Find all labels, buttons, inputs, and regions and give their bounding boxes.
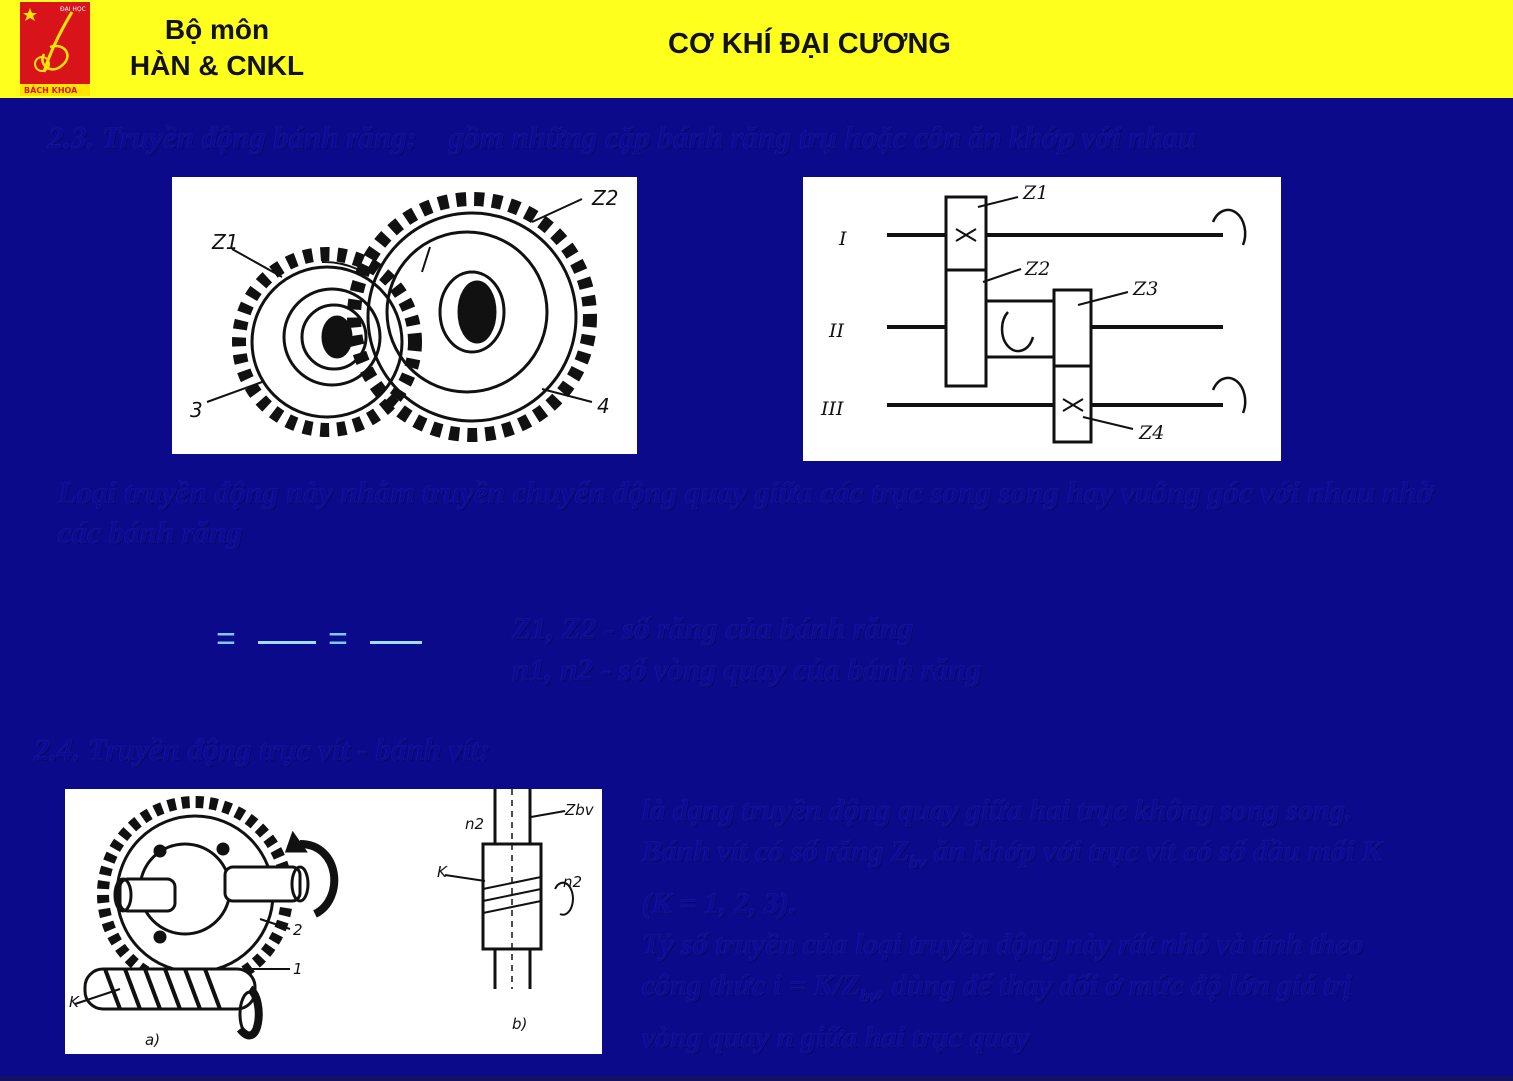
spur-gear-figure [172,177,637,454]
header-bar [0,0,1513,98]
worm-label-n2-top: n2 [465,815,485,833]
gear-label-4: 4 [597,394,610,418]
worm-label-2: 2 [293,921,303,939]
department-name [112,12,322,84]
section-2-3-desc: gồm những cặp bánh răng trụ hoặc côn ăn khớp với nhau [448,120,1196,155]
gear-train-schematic [803,177,1281,461]
gear-label-z1: Z1 [212,230,239,254]
legend-line-n: n1, n2 - số vòng quay của bánh răng [512,652,982,687]
section-2-4-heading: 2.4. Truyền động trục vít - bánh vít: [34,732,491,767]
section-2-3-title: 2.3. Truyền động bánh răng: [48,120,418,155]
course-title: CƠ KHÍ ĐẠI CƯƠNG [668,28,951,60]
gear-description: Loại truyền động này nhằm truyền chuyển động quay giữa các trục song song hay vuông góc với nhau nhờ các bánh răng [58,475,1434,550]
train-label-z2: Z2 [1025,258,1051,280]
worm-label-k: K [69,993,79,1011]
worm-gear-figure [65,789,602,1054]
section-2-3-heading [48,120,1196,156]
formula-equals-2: = [328,620,348,658]
train-label-z3: Z3 [1133,278,1159,300]
bottom-border [0,1076,1513,1081]
worm-text-line2: Bánh vít có số răng $Z_{bv}$ ăn khớp với trục vít có số đầu mối K [642,835,1383,872]
worm-label-b: b) [512,1015,528,1033]
shaft-label-i: I [839,228,847,250]
shaft-label-ii: II [829,320,845,342]
gear-label-z2: Z2 [592,186,619,210]
formula-legend [512,608,981,690]
shaft-label-iii: III [821,398,844,420]
worm-text-line4: Tỷ số truyền của loại truyền động này rất nhỏ và tính theo [642,928,1364,961]
worm-text-line3: (K = 1, 2, 3). [642,887,797,920]
worm-label-1: 1 [293,960,303,978]
department-line2: HÀN & CNKL [129,50,305,81]
department-line1: Bộ môn [164,14,270,45]
worm-gear-description [642,790,1502,1058]
train-label-z4: Z4 [1139,422,1165,444]
worm-text-line1: là dạng truyền động quay giữa hai trục không song song. [642,794,1353,827]
train-label-z1: Z1 [1023,182,1049,204]
legend-line-z: Z1, Z2 - số răng của bánh răng [512,611,914,646]
worm-label-a: a) [145,1031,161,1049]
worm-text-line6: vòng quay n giữa hai trục quay [642,1021,1031,1054]
worm-text-line5: công thức $i = K/Z_{bv}$, dùng để thay đổi ở mức độ lớn giá trị [642,969,1352,1006]
formula-fraction-bar-2 [370,641,422,644]
formula-equals-1: = [216,620,236,658]
university-logo [20,2,90,96]
worm-label-zbv: Zbv [565,801,594,819]
worm-label-k-b: K [437,863,447,881]
logo-top-text: ĐẠI HỌC [60,6,86,13]
worm-label-n2: n2 [563,873,583,891]
formula-fraction-bar-1 [258,641,316,644]
logo-bottom-text: BÁCH KHOA [24,86,78,95]
gear-label-3: 3 [190,398,203,422]
